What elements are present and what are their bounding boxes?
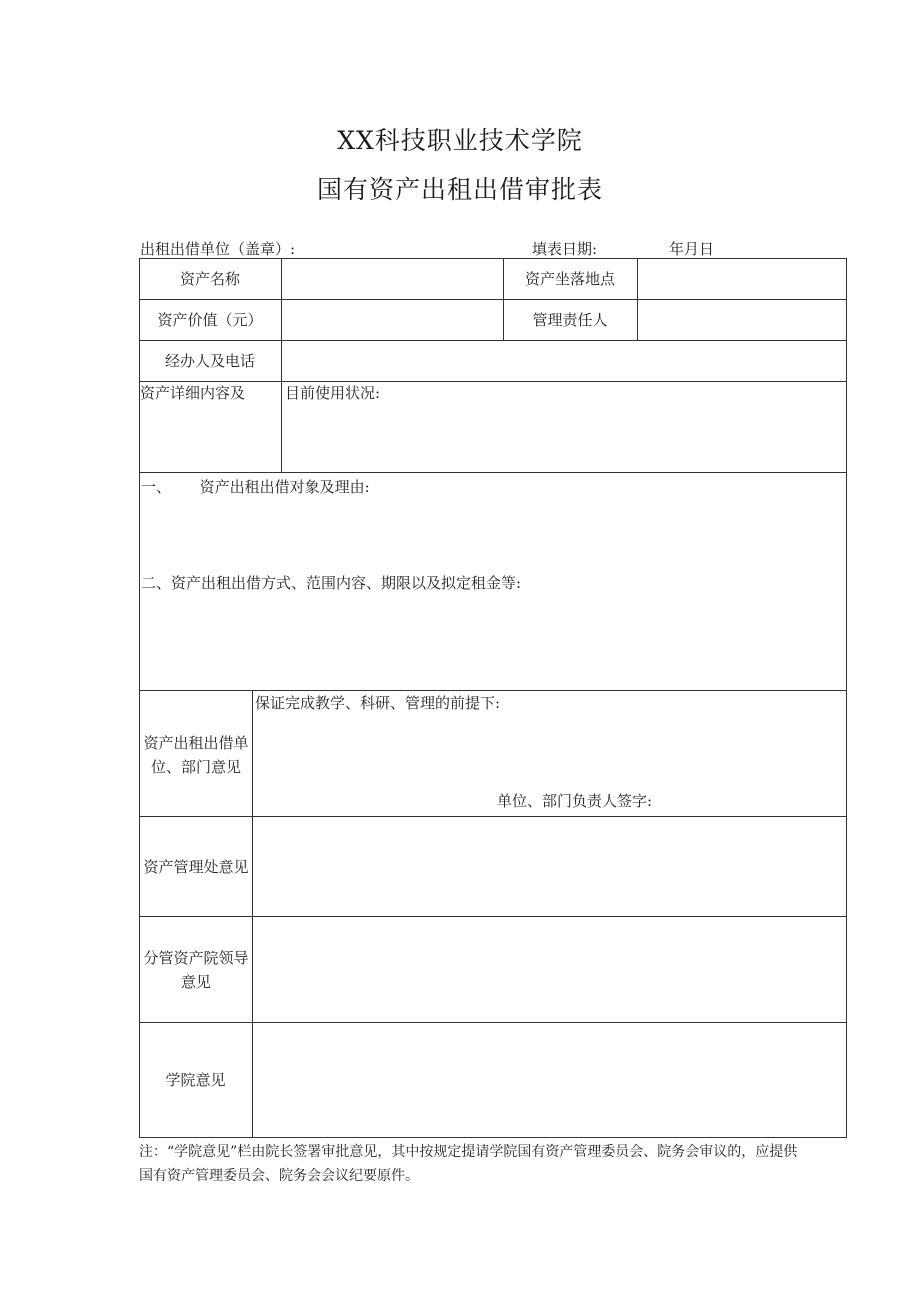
document-title: XX科技职业技术学院 — [337, 126, 583, 155]
footnote: 注：“学院意见”栏由院长签署审批意见，其中按规定提请学院国有资产管理委员会、院务会审议的，应提供国有资产管理委员会、院务会会议纪要原件。 — [139, 1144, 798, 1184]
asset-office-opinion-field[interactable] — [253, 817, 846, 916]
handler-label: 经办人及电话 — [164, 351, 255, 370]
asset-value-field[interactable] — [282, 300, 503, 340]
asset-name-label: 资产名称 — [179, 269, 240, 288]
asset-location-label: 资产坐落地点 — [524, 269, 615, 288]
dept-signature-label: 单位、部门负责人签字: — [497, 792, 653, 810]
section-1-heading: 一、 资产出租出借对象及理由: — [141, 478, 370, 496]
fill-date-label: 填表日期: — [532, 240, 598, 258]
section-2-heading: 二、资产出租出借方式、范围内容、期限以及拟定租金等: — [141, 574, 522, 592]
asset-detail-field[interactable] — [282, 408, 846, 471]
leader-opinion-label: 分管资产院领导意见 — [143, 949, 249, 991]
fill-date-value: 年月日 — [669, 240, 715, 258]
manager-label: 管理责任人 — [532, 310, 608, 329]
document-subtitle: 国有资产出租出借审批表 — [316, 175, 603, 204]
asset-detail-label: 资产详细内容及 — [140, 384, 246, 402]
unit-stamp-label: 出租出借单位（盖章）: — [140, 240, 296, 258]
leader-opinion-field[interactable] — [253, 917, 846, 1022]
dept-opinion-text: 保证完成教学、科研、管理的前提下: — [255, 694, 501, 712]
asset-location-field[interactable] — [638, 259, 846, 299]
row-divider — [139, 472, 847, 473]
college-opinion-field[interactable] — [253, 1023, 846, 1137]
asset-value-label: 资产价值（元） — [157, 310, 263, 329]
current-status-label: 目前使用状况: — [285, 384, 381, 402]
asset-office-opinion-label: 资产管理处意见 — [143, 858, 249, 876]
dept-opinion-label: 资产出租出借单位、部门意见 — [143, 734, 249, 776]
handler-field[interactable] — [282, 341, 846, 381]
manager-field[interactable] — [638, 300, 846, 340]
college-opinion-label: 学院意见 — [165, 1071, 226, 1089]
asset-name-field[interactable] — [282, 259, 503, 299]
